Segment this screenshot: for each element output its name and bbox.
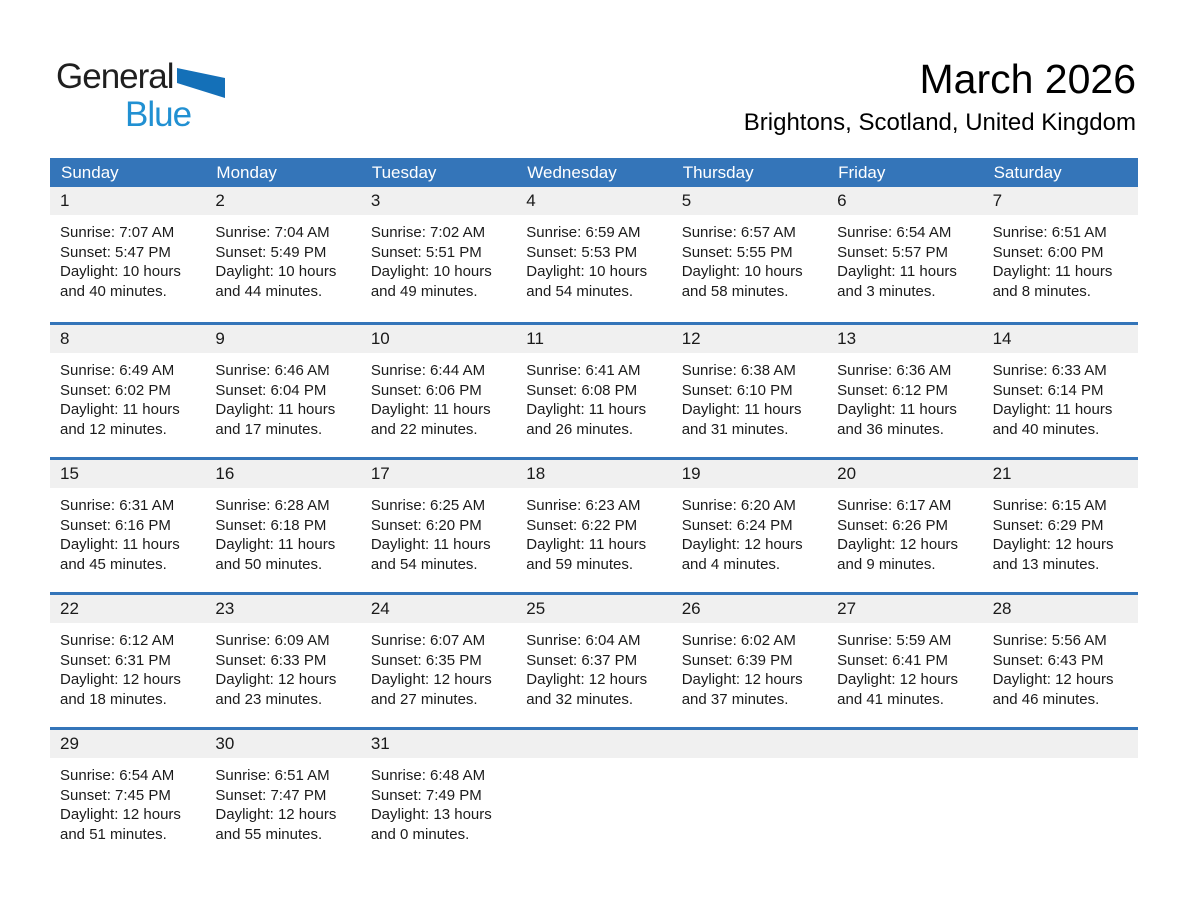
daylight-hours-text: Daylight: 12 hours	[215, 671, 337, 688]
day-number	[827, 730, 982, 758]
day-number: 8	[50, 325, 205, 353]
day-details	[205, 758, 360, 844]
day-details	[516, 623, 671, 709]
day-cell	[672, 325, 827, 457]
day-cell	[827, 460, 982, 592]
daylight-hours-text: Daylight: 11 hours	[215, 401, 336, 418]
sunrise-text: Sunrise: 6:28 AM	[215, 497, 330, 514]
sunset-text: Sunset: 6:33 PM	[215, 651, 327, 669]
day-number: 13	[827, 325, 982, 353]
day-cell	[672, 187, 827, 322]
day-cell	[827, 325, 982, 457]
daylight-hours-text: Daylight: 11 hours	[992, 263, 1113, 280]
daylight-minutes-text: and 13 minutes.	[992, 555, 1100, 573]
sunrise-text: Sunrise: 6:49 AM	[60, 362, 175, 379]
sunset-text: Sunset: 6:00 PM	[992, 243, 1104, 261]
daylight-minutes-text: and 49 minutes.	[370, 282, 478, 300]
day-details	[205, 623, 360, 709]
day-number: 17	[361, 460, 516, 488]
sunset-text: Sunset: 6:26 PM	[837, 516, 949, 534]
daylight-hours-text: Daylight: 10 hours	[215, 263, 337, 280]
daylight-minutes-text: and 32 minutes.	[526, 690, 634, 708]
day-number: 9	[205, 325, 360, 353]
sunset-text: Sunset: 6:24 PM	[681, 516, 793, 534]
sunrise-text: Sunrise: 6:54 AM	[837, 224, 952, 241]
sunrise-text: Sunrise: 6:23 AM	[526, 497, 641, 514]
daylight-minutes-text: and 8 minutes.	[992, 282, 1091, 300]
sunset-text: Sunset: 6:41 PM	[837, 651, 949, 669]
sunset-text: Sunset: 6:18 PM	[215, 516, 327, 534]
daylight-minutes-text: and 18 minutes.	[60, 690, 167, 708]
daylight-minutes-text: and 26 minutes.	[526, 420, 634, 438]
sunrise-text: Sunrise: 6:44 AM	[370, 362, 486, 379]
sunset-text: Sunset: 6:02 PM	[60, 381, 171, 399]
daylight-minutes-text: and 17 minutes.	[215, 420, 323, 438]
daylight-hours-text: Daylight: 13 hours	[370, 806, 492, 823]
daylight-hours-text: Daylight: 11 hours	[526, 401, 647, 418]
day-details	[672, 353, 827, 439]
daylight-hours-text: Daylight: 12 hours	[992, 536, 1114, 553]
day-number: 3	[361, 187, 516, 215]
daylight-minutes-text: and 31 minutes.	[681, 420, 789, 438]
weekday-header-wednesday: Wednesday	[527, 163, 617, 182]
sunset-text: Sunset: 7:47 PM	[215, 786, 327, 804]
daylight-hours-text: Daylight: 11 hours	[60, 401, 180, 418]
daylight-hours-text: Daylight: 11 hours	[370, 401, 491, 418]
daylight-hours-text: Daylight: 11 hours	[526, 536, 647, 553]
day-number: 10	[361, 325, 516, 353]
sunrise-text: Sunrise: 6:51 AM	[992, 224, 1107, 241]
day-number: 1	[50, 187, 205, 215]
sunset-text: Sunset: 5:57 PM	[837, 243, 949, 261]
day-number: 2	[205, 187, 360, 215]
day-number	[672, 730, 827, 758]
weekday-header-saturday: Saturday	[993, 163, 1062, 182]
day-cell	[205, 325, 360, 457]
day-number: 24	[361, 595, 516, 623]
daylight-hours-text: Daylight: 11 hours	[681, 401, 802, 418]
sunrise-text: Sunrise: 6:04 AM	[526, 632, 641, 649]
day-cell	[205, 730, 360, 862]
day-number: 15	[50, 460, 205, 488]
daylight-hours-text: Daylight: 12 hours	[681, 671, 803, 688]
day-cell	[516, 595, 671, 727]
sunrise-text: Sunrise: 6:02 AM	[681, 632, 796, 649]
daylight-minutes-text: and 41 minutes.	[837, 690, 944, 708]
daylight-minutes-text: and 46 minutes.	[992, 690, 1100, 708]
week-row	[50, 727, 1138, 862]
day-cell	[672, 460, 827, 592]
sunrise-text: Sunrise: 6:25 AM	[370, 497, 486, 514]
day-cell	[50, 325, 205, 457]
sunset-text: Sunset: 5:47 PM	[60, 243, 171, 261]
daylight-hours-text: Daylight: 11 hours	[837, 401, 957, 418]
sunrise-text: Sunrise: 6:51 AM	[215, 767, 330, 784]
daylight-hours-text: Daylight: 10 hours	[526, 263, 648, 280]
day-details	[516, 215, 671, 301]
sunset-text: Sunset: 6:39 PM	[681, 651, 793, 669]
day-details	[516, 488, 671, 574]
daylight-hours-text: Daylight: 12 hours	[992, 671, 1114, 688]
sunrise-text: Sunrise: 6:54 AM	[60, 767, 175, 784]
empty-day-cell	[983, 730, 1138, 862]
day-details	[50, 215, 205, 301]
daylight-hours-text: Daylight: 10 hours	[60, 263, 181, 280]
empty-day-cell	[672, 730, 827, 862]
day-details	[827, 623, 982, 709]
day-number: 21	[983, 460, 1138, 488]
day-details	[672, 623, 827, 709]
daylight-minutes-text: and 54 minutes.	[526, 282, 634, 300]
weekday-header-sunday: Sunday	[61, 163, 119, 182]
sunrise-text: Sunrise: 6:41 AM	[526, 362, 641, 379]
day-number: 6	[827, 187, 982, 215]
sunset-text: Sunset: 6:06 PM	[370, 381, 482, 399]
sunset-text: Sunset: 6:35 PM	[370, 651, 482, 669]
daylight-hours-text: Daylight: 12 hours	[215, 806, 337, 823]
sunset-text: Sunset: 6:12 PM	[837, 381, 949, 399]
day-cell	[205, 187, 360, 322]
day-number: 11	[516, 325, 671, 353]
day-details	[50, 353, 205, 439]
sunset-text: Sunset: 7:49 PM	[370, 786, 482, 804]
day-cell	[50, 187, 205, 322]
day-details	[516, 353, 671, 439]
day-number: 25	[516, 595, 671, 623]
week-row	[50, 457, 1138, 592]
day-details	[983, 353, 1138, 439]
daylight-hours-text: Daylight: 12 hours	[370, 671, 492, 688]
general-blue-logo	[56, 57, 286, 134]
sunset-text: Sunset: 6:08 PM	[526, 381, 638, 399]
day-details	[827, 215, 982, 301]
daylight-hours-text: Daylight: 11 hours	[60, 536, 180, 553]
daylight-minutes-text: and 51 minutes.	[60, 825, 167, 843]
daylight-minutes-text: and 36 minutes.	[837, 420, 944, 438]
day-details	[50, 623, 205, 709]
day-details	[983, 488, 1138, 574]
day-number	[516, 730, 671, 758]
weekday-header-tuesday: Tuesday	[371, 163, 437, 182]
sunrise-text: Sunrise: 6:57 AM	[681, 224, 796, 241]
sunrise-text: Sunrise: 6:36 AM	[837, 362, 952, 379]
week-row	[50, 322, 1138, 457]
day-number: 31	[361, 730, 516, 758]
daylight-hours-text: Daylight: 12 hours	[526, 671, 648, 688]
daylight-minutes-text: and 55 minutes.	[215, 825, 323, 843]
day-cell	[361, 595, 516, 727]
daylight-minutes-text: and 45 minutes.	[60, 555, 167, 573]
sunrise-text: Sunrise: 5:59 AM	[837, 632, 952, 649]
weekday-header-row	[50, 158, 1138, 187]
weekday-header-monday: Monday	[216, 163, 277, 182]
day-cell	[361, 460, 516, 592]
daylight-minutes-text: and 23 minutes.	[215, 690, 323, 708]
sunset-text: Sunset: 6:43 PM	[992, 651, 1104, 669]
day-details	[983, 623, 1138, 709]
daylight-minutes-text: and 37 minutes.	[681, 690, 789, 708]
day-cell	[983, 325, 1138, 457]
day-cell	[983, 595, 1138, 727]
day-details	[361, 623, 516, 709]
daylight-hours-text: Daylight: 12 hours	[681, 536, 803, 553]
daylight-hours-text: Daylight: 11 hours	[837, 263, 957, 280]
day-details	[361, 353, 516, 439]
daylight-minutes-text: and 50 minutes.	[215, 555, 323, 573]
daylight-minutes-text: and 9 minutes.	[837, 555, 936, 573]
sunset-text: Sunset: 5:51 PM	[370, 243, 482, 261]
page-title: March 2026	[919, 56, 1136, 102]
daylight-hours-text: Daylight: 11 hours	[215, 536, 336, 553]
calendar-table	[50, 158, 1138, 862]
day-number	[983, 730, 1138, 758]
daylight-minutes-text: and 22 minutes.	[370, 420, 478, 438]
daylight-hours-text: Daylight: 11 hours	[992, 401, 1113, 418]
sunset-text: Sunset: 7:45 PM	[60, 786, 171, 804]
day-cell	[361, 325, 516, 457]
day-details	[205, 215, 360, 301]
page-subtitle: Brightons, Scotland, United Kingdom	[743, 109, 1136, 136]
day-number: 22	[50, 595, 205, 623]
sunrise-text: Sunrise: 6:46 AM	[215, 362, 330, 379]
sunset-text: Sunset: 5:53 PM	[526, 243, 638, 261]
day-details	[50, 488, 205, 574]
day-details	[827, 353, 982, 439]
day-number: 27	[827, 595, 982, 623]
sunset-text: Sunset: 6:29 PM	[992, 516, 1104, 534]
daylight-minutes-text: and 44 minutes.	[215, 282, 323, 300]
sunrise-text: Sunrise: 5:56 AM	[992, 632, 1107, 649]
sunset-text: Sunset: 6:14 PM	[992, 381, 1104, 399]
sunset-text: Sunset: 6:04 PM	[215, 381, 327, 399]
sunset-text: Sunset: 6:31 PM	[60, 651, 171, 669]
sunrise-text: Sunrise: 6:38 AM	[681, 362, 796, 379]
day-cell	[361, 730, 516, 862]
daylight-hours-text: Daylight: 12 hours	[60, 806, 181, 823]
daylight-hours-text: Daylight: 12 hours	[60, 671, 181, 688]
sunset-text: Sunset: 6:37 PM	[526, 651, 638, 669]
day-details	[361, 215, 516, 301]
day-number: 23	[205, 595, 360, 623]
day-details	[205, 353, 360, 439]
calendar-weeks	[50, 187, 1138, 862]
daylight-minutes-text: and 40 minutes.	[60, 282, 167, 300]
day-number: 5	[672, 187, 827, 215]
sunrise-text: Sunrise: 7:04 AM	[215, 224, 330, 241]
day-number: 16	[205, 460, 360, 488]
daylight-minutes-text: and 4 minutes.	[681, 555, 781, 573]
sunset-text: Sunset: 6:10 PM	[681, 381, 793, 399]
day-cell	[516, 325, 671, 457]
day-cell	[983, 187, 1138, 322]
title-block	[744, 56, 1136, 138]
daylight-hours-text: Daylight: 11 hours	[370, 536, 491, 553]
sunset-text: Sunset: 6:20 PM	[370, 516, 482, 534]
sunset-text: Sunset: 5:55 PM	[681, 243, 793, 261]
day-number: 29	[50, 730, 205, 758]
daylight-minutes-text: and 12 minutes.	[60, 420, 167, 438]
daylight-minutes-text: and 3 minutes.	[837, 282, 936, 300]
day-number: 26	[672, 595, 827, 623]
day-number: 28	[983, 595, 1138, 623]
day-cell	[50, 460, 205, 592]
weekday-header-thursday: Thursday	[682, 163, 754, 182]
daylight-minutes-text: and 27 minutes.	[370, 690, 478, 708]
day-number: 4	[516, 187, 671, 215]
sunrise-text: Sunrise: 6:15 AM	[992, 497, 1107, 514]
day-cell	[205, 460, 360, 592]
day-details	[361, 758, 516, 844]
daylight-hours-text: Daylight: 10 hours	[681, 263, 803, 280]
logo-text-blue: Blue	[125, 95, 192, 134]
day-details	[50, 758, 205, 844]
sunrise-text: Sunrise: 6:09 AM	[215, 632, 330, 649]
day-cell	[516, 187, 671, 322]
daylight-minutes-text: and 54 minutes.	[370, 555, 478, 573]
daylight-hours-text: Daylight: 10 hours	[370, 263, 492, 280]
day-number: 30	[205, 730, 360, 758]
sunrise-text: Sunrise: 6:33 AM	[992, 362, 1107, 379]
sunrise-text: Sunrise: 6:20 AM	[681, 497, 796, 514]
sunrise-text: Sunrise: 6:17 AM	[837, 497, 952, 514]
week-row	[50, 187, 1138, 322]
daylight-hours-text: Daylight: 12 hours	[837, 671, 959, 688]
sunrise-text: Sunrise: 6:48 AM	[370, 767, 486, 784]
day-details	[983, 215, 1138, 301]
daylight-minutes-text: and 0 minutes.	[370, 825, 470, 843]
day-cell	[205, 595, 360, 727]
day-cell	[50, 730, 205, 862]
day-details	[672, 488, 827, 574]
daylight-minutes-text: and 59 minutes.	[526, 555, 634, 573]
sunrise-text: Sunrise: 7:07 AM	[60, 224, 175, 241]
empty-day-cell	[827, 730, 982, 862]
day-details	[205, 488, 360, 574]
sunset-text: Sunset: 6:22 PM	[526, 516, 638, 534]
day-cell	[50, 595, 205, 727]
daylight-minutes-text: and 40 minutes.	[992, 420, 1100, 438]
week-row	[50, 592, 1138, 727]
day-details	[361, 488, 516, 574]
day-cell	[672, 595, 827, 727]
sunset-text: Sunset: 5:49 PM	[215, 243, 327, 261]
day-number: 18	[516, 460, 671, 488]
day-cell	[361, 187, 516, 322]
day-number: 14	[983, 325, 1138, 353]
day-details	[672, 215, 827, 301]
day-number: 12	[672, 325, 827, 353]
day-details	[827, 488, 982, 574]
weekday-header-friday: Friday	[838, 163, 886, 182]
sunrise-text: Sunrise: 6:59 AM	[526, 224, 641, 241]
day-number: 20	[827, 460, 982, 488]
daylight-minutes-text: and 58 minutes.	[681, 282, 789, 300]
day-cell	[983, 460, 1138, 592]
sunrise-text: Sunrise: 6:12 AM	[60, 632, 175, 649]
daylight-hours-text: Daylight: 12 hours	[837, 536, 959, 553]
sunrise-text: Sunrise: 6:07 AM	[370, 632, 486, 649]
logo-text-general: General	[56, 57, 174, 96]
day-number: 7	[983, 187, 1138, 215]
day-cell	[827, 187, 982, 322]
day-cell	[516, 460, 671, 592]
sunrise-text: Sunrise: 7:02 AM	[370, 224, 486, 241]
sunset-text: Sunset: 6:16 PM	[60, 516, 171, 534]
day-number: 19	[672, 460, 827, 488]
day-cell	[827, 595, 982, 727]
empty-day-cell	[516, 730, 671, 862]
sunrise-text: Sunrise: 6:31 AM	[60, 497, 175, 514]
